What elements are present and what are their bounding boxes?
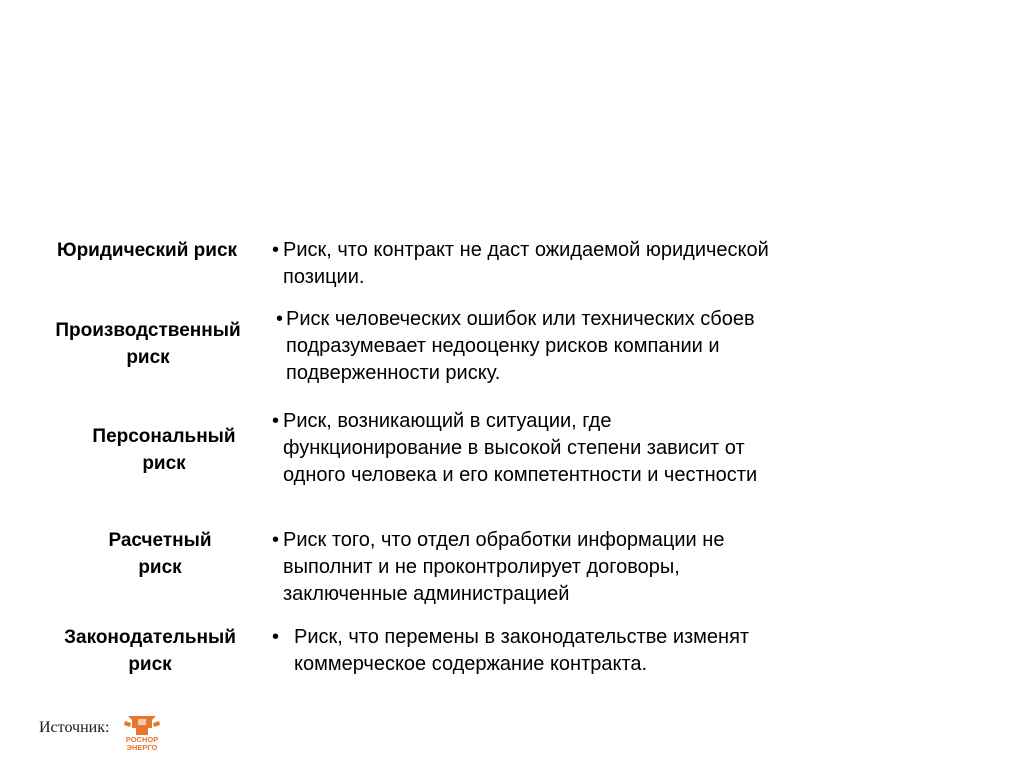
description-line: Риск, что контракт не даст ожидаемой юридической [283, 239, 769, 261]
bullet: • [272, 529, 280, 551]
description-line: Риск человеческих ошибок или технических сбоев [286, 308, 755, 330]
risk-term-personal [76, 423, 252, 477]
description-line: подверженности риску. [286, 362, 501, 384]
risk-term-line: Юридический риск [56, 240, 238, 261]
description-line: коммерческое содержание контракта. [294, 653, 648, 675]
risk-term-legal [38, 237, 256, 264]
risk-description-legislative [272, 624, 750, 678]
risk-term-line: риск [142, 453, 186, 474]
risk-term-settlement [92, 527, 228, 581]
risk-term-line: Производственный [55, 320, 241, 341]
logo-text-line: ЭНЕРГО [126, 743, 158, 752]
description-line: Риск, что перемены в законодательстве изменят [294, 626, 750, 648]
risk-description-operational [276, 306, 755, 387]
risk-term-line: риск [126, 347, 170, 368]
bullet: • [272, 626, 280, 648]
risk-term-legislative [40, 624, 260, 678]
description-line: заключенные администрацией [283, 583, 570, 605]
bullet: • [272, 239, 280, 261]
risk-term-line: риск [138, 557, 182, 578]
company-logo [122, 710, 162, 752]
logo-mark-icon [124, 716, 160, 735]
description-line: Риск того, что отдел обработки информации не [283, 529, 725, 551]
risk-term-line: риск [128, 654, 172, 675]
description-line: одного человека и его компетентности и честности [283, 464, 758, 486]
risk-description-personal [272, 408, 758, 489]
source-label: Источник: [39, 719, 110, 736]
risk-term-line: Расчетный [108, 530, 212, 551]
description-line: позиции. [283, 266, 365, 288]
risk-description-legal [272, 237, 769, 291]
bullet: • [276, 308, 284, 330]
description-line: выполнит и не проконтролирует договоры, [283, 556, 680, 578]
risk-term-operational [38, 317, 258, 371]
description-line: подразумевает недооценку рисков компании и [286, 335, 720, 357]
description-line: функционирование в высокой степени зависит от [283, 437, 745, 459]
description-line: Риск, возникающий в ситуации, где [283, 410, 612, 432]
risk-term-line: Персональный [92, 426, 236, 447]
logo-text-line: РОСНОР [125, 735, 159, 744]
bullet: • [272, 410, 280, 432]
risk-description-settlement [272, 527, 725, 608]
risk-term-line: Законодательный [64, 627, 236, 648]
